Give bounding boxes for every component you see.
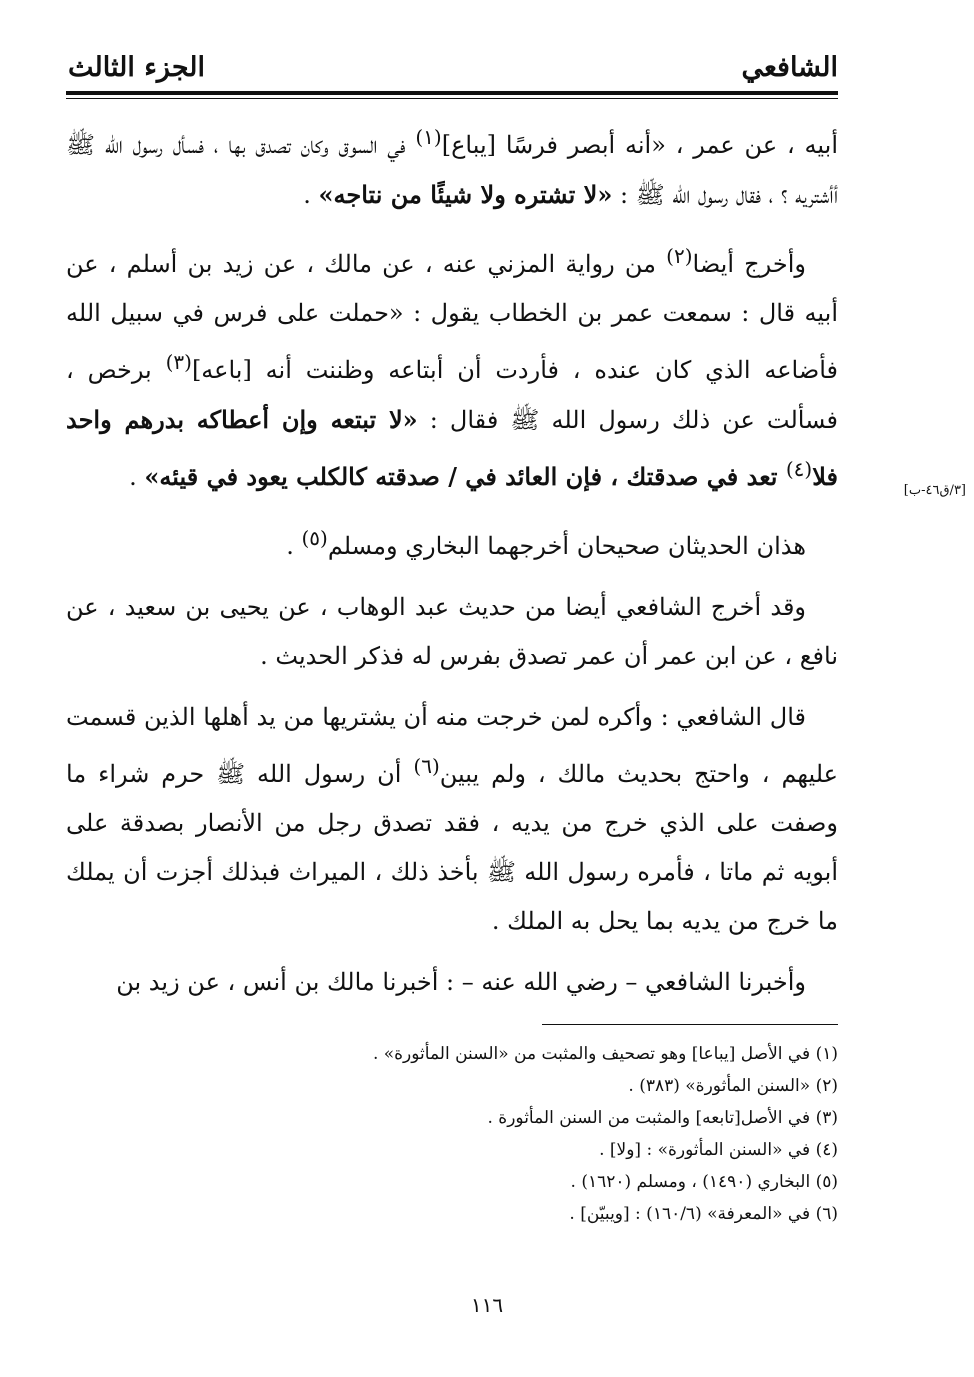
text-run: . — [303, 181, 319, 209]
footnotes — [138, 1038, 838, 1230]
page-number: ١١٦ — [470, 1293, 504, 1317]
paragraph-5 — [66, 693, 838, 946]
footnote-ref: (٦) — [413, 754, 440, 778]
footnote-2: (٢) «السنن المأثورة» (٣٨٣) . — [628, 1076, 838, 1096]
footnote-ref: (١) — [415, 125, 442, 149]
paragraph-3 — [66, 514, 838, 571]
header-rule-thick — [66, 91, 838, 95]
text-run: وأخرج أيضا — [692, 250, 806, 278]
footnote-ref: (٣) — [165, 350, 192, 374]
volume-title: الجزء الثالث — [68, 52, 205, 83]
footnote-separator — [542, 1024, 838, 1025]
hadith-quote: تعد في صدقتك ، فإن العائد في / صدقته كالكلب يعود في قيئه» — [144, 462, 786, 491]
paragraph-4 — [66, 583, 838, 681]
paragraph-1 — [66, 113, 838, 220]
footnote-6: (٦) في «المعرفة» (١٦٠/٦) : [ويبيّن] . — [569, 1204, 838, 1224]
main-text — [66, 113, 838, 1019]
text-run: من رواية المزني عنه ، عن مالك ، عن زيد بن أسلم ، عن أبيه قال : سمعت عمر بن الخطاب يقول : «حملت على فرس في سبيل الله فأضاعه الذي كان عنده ، فأردت أن أبتاعه وظننت أنه [باعه] — [66, 250, 838, 384]
text-run: هذان الحديثان صحيحان أخرجهما البخاري ومسلم — [327, 532, 806, 560]
footnote-5: (٥) البخاري (١٤٩٠) ، ومسلم (١٦٢٠) . — [570, 1172, 838, 1192]
text-run: وقد أخرج الشافعي أيضا من حديث عبد الوهاب ، عن يحيى بن سعيد ، عن نافع ، عن ابن عمر أن عمر تصدق بفرس له فذكر الحديث . — [66, 593, 838, 670]
hadith-quote: «لا تشتره ولا شيئًا من نتاجه» — [318, 180, 613, 209]
text-run: . — [286, 532, 302, 560]
text-run: أن رسول الله ﷺ حرم شراء ما وصفت على الذي خرج من يديه ، فقد تصدق رجل من الأنصار بصدقة على أبويه ثم ماتا ، فأمره رسول الله ﷺ بأخذ ذلك ، الميراث فبذلك أجزت أن يملك ما خرج من يديه بما يحل به الملك . — [66, 760, 838, 935]
footnote-4: (٤) في «السنن المأثورة» : [ولا] . — [599, 1140, 838, 1160]
paragraph-2 — [66, 232, 838, 502]
book-title: الشافعي — [741, 52, 838, 83]
footnote-1: (١) في الأصل [يباعا] وهو تصحيف والمثبت من «السنن المأثورة» . — [372, 1044, 838, 1064]
paragraph-6 — [66, 958, 838, 1007]
margin-manuscript-reference: [٣/ق٤٦-ب] — [903, 483, 966, 498]
text-run: وأخبرنا الشافعي – رضي الله عنه – : أخبرنا مالك بن أنس ، عن زيد بن — [116, 968, 806, 996]
footnote-3: (٣) في الأصل[تابعه] والمثبت من السنن المأثورة . — [487, 1108, 838, 1128]
text-run: برخص ، فسألت عن ذلك رسول الله ﷺ فقال : — [66, 356, 838, 434]
page-header — [66, 46, 838, 86]
hadith-quote: «لا تبتعه وإن أعطاكه بدرهم واحد فلا — [66, 405, 838, 491]
footnote-ref: (٢) — [666, 244, 693, 268]
text-run: قال الشافعي : وأكره لمن خرجت منه أن يشتريها من يد أهلها الذين قسمت عليهم ، واحتج بحديث مالك ، ولم يبين — [66, 703, 838, 788]
text-run: أبيه ، عن عمر ، «أنه أبصر فرسًا [يباع] — [441, 131, 839, 159]
header-rule-thin — [66, 98, 838, 99]
text-run: . — [129, 463, 145, 491]
footnote-ref: (٤) — [785, 457, 813, 481]
footnote-ref: (٥) — [301, 526, 328, 550]
text-run: في السوق وكان تصدق بها ، فسأل رسول الله ﷺ أأشتريه ؟ ، فقال رسول الله ﷺ : — [66, 131, 838, 209]
